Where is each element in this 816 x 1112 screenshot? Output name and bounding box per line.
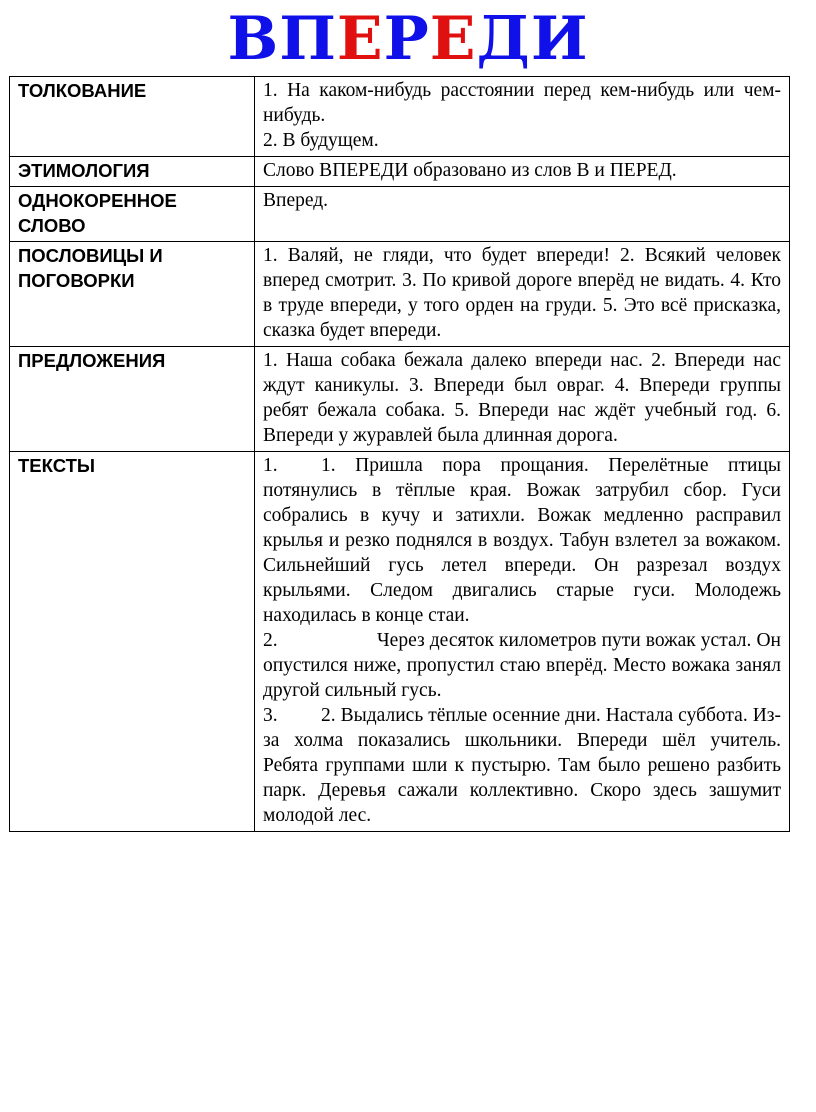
row-interpretation — [10, 77, 790, 157]
meaning-item: 2. В будущем. — [263, 130, 379, 151]
title-letter: Д — [476, 4, 531, 74]
page-title — [0, 6, 816, 72]
title-letter: Е — [429, 4, 477, 74]
paragraph-number: 2. — [263, 630, 278, 651]
paragraph-text: Через десяток километров пути вожак устал. Он опустился ниже, пропустил стаю вперёд. Место вожака занял другой сильный гусь. — [263, 630, 781, 701]
row-cognate — [10, 187, 790, 242]
row-header: ЭТИМОЛОГИЯ — [10, 157, 255, 187]
word-card-table — [9, 76, 790, 832]
paragraph-text: 1. Пришла пора прощания. Перелётные птицы потянулись в тёплые края. Вожак затрубил сбор. Гуси собрались в кучу и затихли. Вожак медленно расправил крылья и резко поднялся в воздух. Табун взлетел за вожаком. Сильнейший гусь летел впереди. Он разрезал воздух крыльями. Следом двигались старые гуси. Молодежь находилась в конце стаи. — [263, 455, 781, 626]
title-letter: Р — [383, 4, 430, 74]
row-content: 1. Наша собака бежала далеко впереди нас. 2. Впереди нас ждут каникулы. 3. Впереди был овраг. 4. Впереди группы ребят бежала собака. 5. Впереди нас ждёт учебный год. 6. Впереди у журавлей была длинная дорога. — [255, 347, 790, 452]
row-header: ТОЛКОВАНИЕ — [10, 77, 255, 157]
row-texts — [10, 452, 790, 832]
row-content: Вперед. — [255, 187, 790, 242]
title-letter: Е — [336, 4, 384, 74]
row-header: ОДНОКОРЕННОЕ СЛОВО — [10, 187, 255, 242]
paragraph-text: 2. Выдались тёплые осенние дни. Настала суббота. Из-за холма показались школьники. Впереди шёл учитель. Ребята группами шли к пустырю. Там было решено разбить парк. Деревья сажали коллективно. Скоро здесь зашумит молодой лес. — [263, 705, 781, 826]
title-letter: И — [530, 4, 589, 74]
row-content — [255, 452, 790, 832]
text-paragraph — [263, 628, 781, 703]
row-header: ПРЕДЛОЖЕНИЯ — [10, 347, 255, 452]
row-sentences — [10, 347, 790, 452]
paragraph-number: 1. — [263, 455, 278, 476]
text-paragraph — [263, 453, 781, 628]
row-content — [255, 77, 790, 157]
meaning-item: 1. На каком-нибудь расстоянии перед кем-нибудь или чем-нибудь. — [263, 80, 781, 126]
row-content: 1. Валяй, не гляди, что будет впереди! 2. Всякий человек вперед смотрит. 3. По кривой дороге вперёд не видать. 4. Кто в труде впереди, у того орден на груди. 5. Это всё присказка, сказка будет впереди. — [255, 242, 790, 347]
title-letter: В — [227, 4, 280, 74]
paragraph-number: 3. — [263, 705, 278, 726]
row-header: ПОСЛОВИЦЫ И ПОГОВОРКИ — [10, 242, 255, 347]
row-header: ТЕКСТЫ — [10, 452, 255, 832]
row-proverbs — [10, 242, 790, 347]
text-paragraph — [263, 703, 781, 828]
row-content: Слово ВПЕРЕДИ образовано из слов В и ПЕРЕД. — [255, 157, 790, 187]
title-letter: П — [279, 4, 337, 74]
row-etymology — [10, 157, 790, 187]
